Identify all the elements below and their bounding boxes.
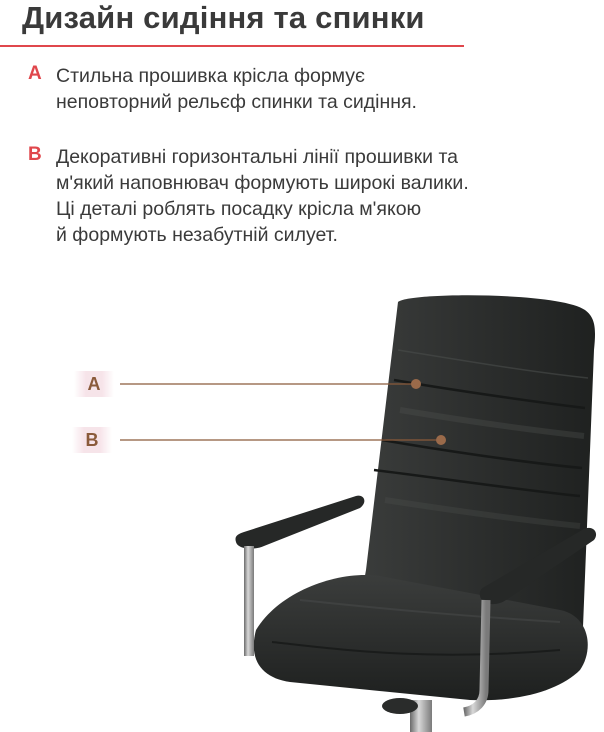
feature-letter-a: A [28,63,42,84]
callout-label-a: A [74,371,114,397]
callout-label-b: B [72,427,112,453]
callout-dot-a [411,379,421,389]
title-underline [0,45,464,47]
page-title: Дизайн сидіння та спинки [22,0,425,35]
feature-text-b: Декоративні горизонтальні лінії прошивки та м'який наповнювач формують широкі валики. Ці деталі роблять посадку крісла м'якою й формують незабутній силует. [56,146,469,246]
left-armrest [235,496,364,549]
left-arm-frame [244,546,254,656]
office-chair-image [0,270,604,732]
feature-letter-b: B [28,144,42,165]
feature-text-a: Стильна прошивка крісла формує неповторний рельєф спинки та сидіння. [56,65,417,113]
callout-dot-b [436,435,446,445]
